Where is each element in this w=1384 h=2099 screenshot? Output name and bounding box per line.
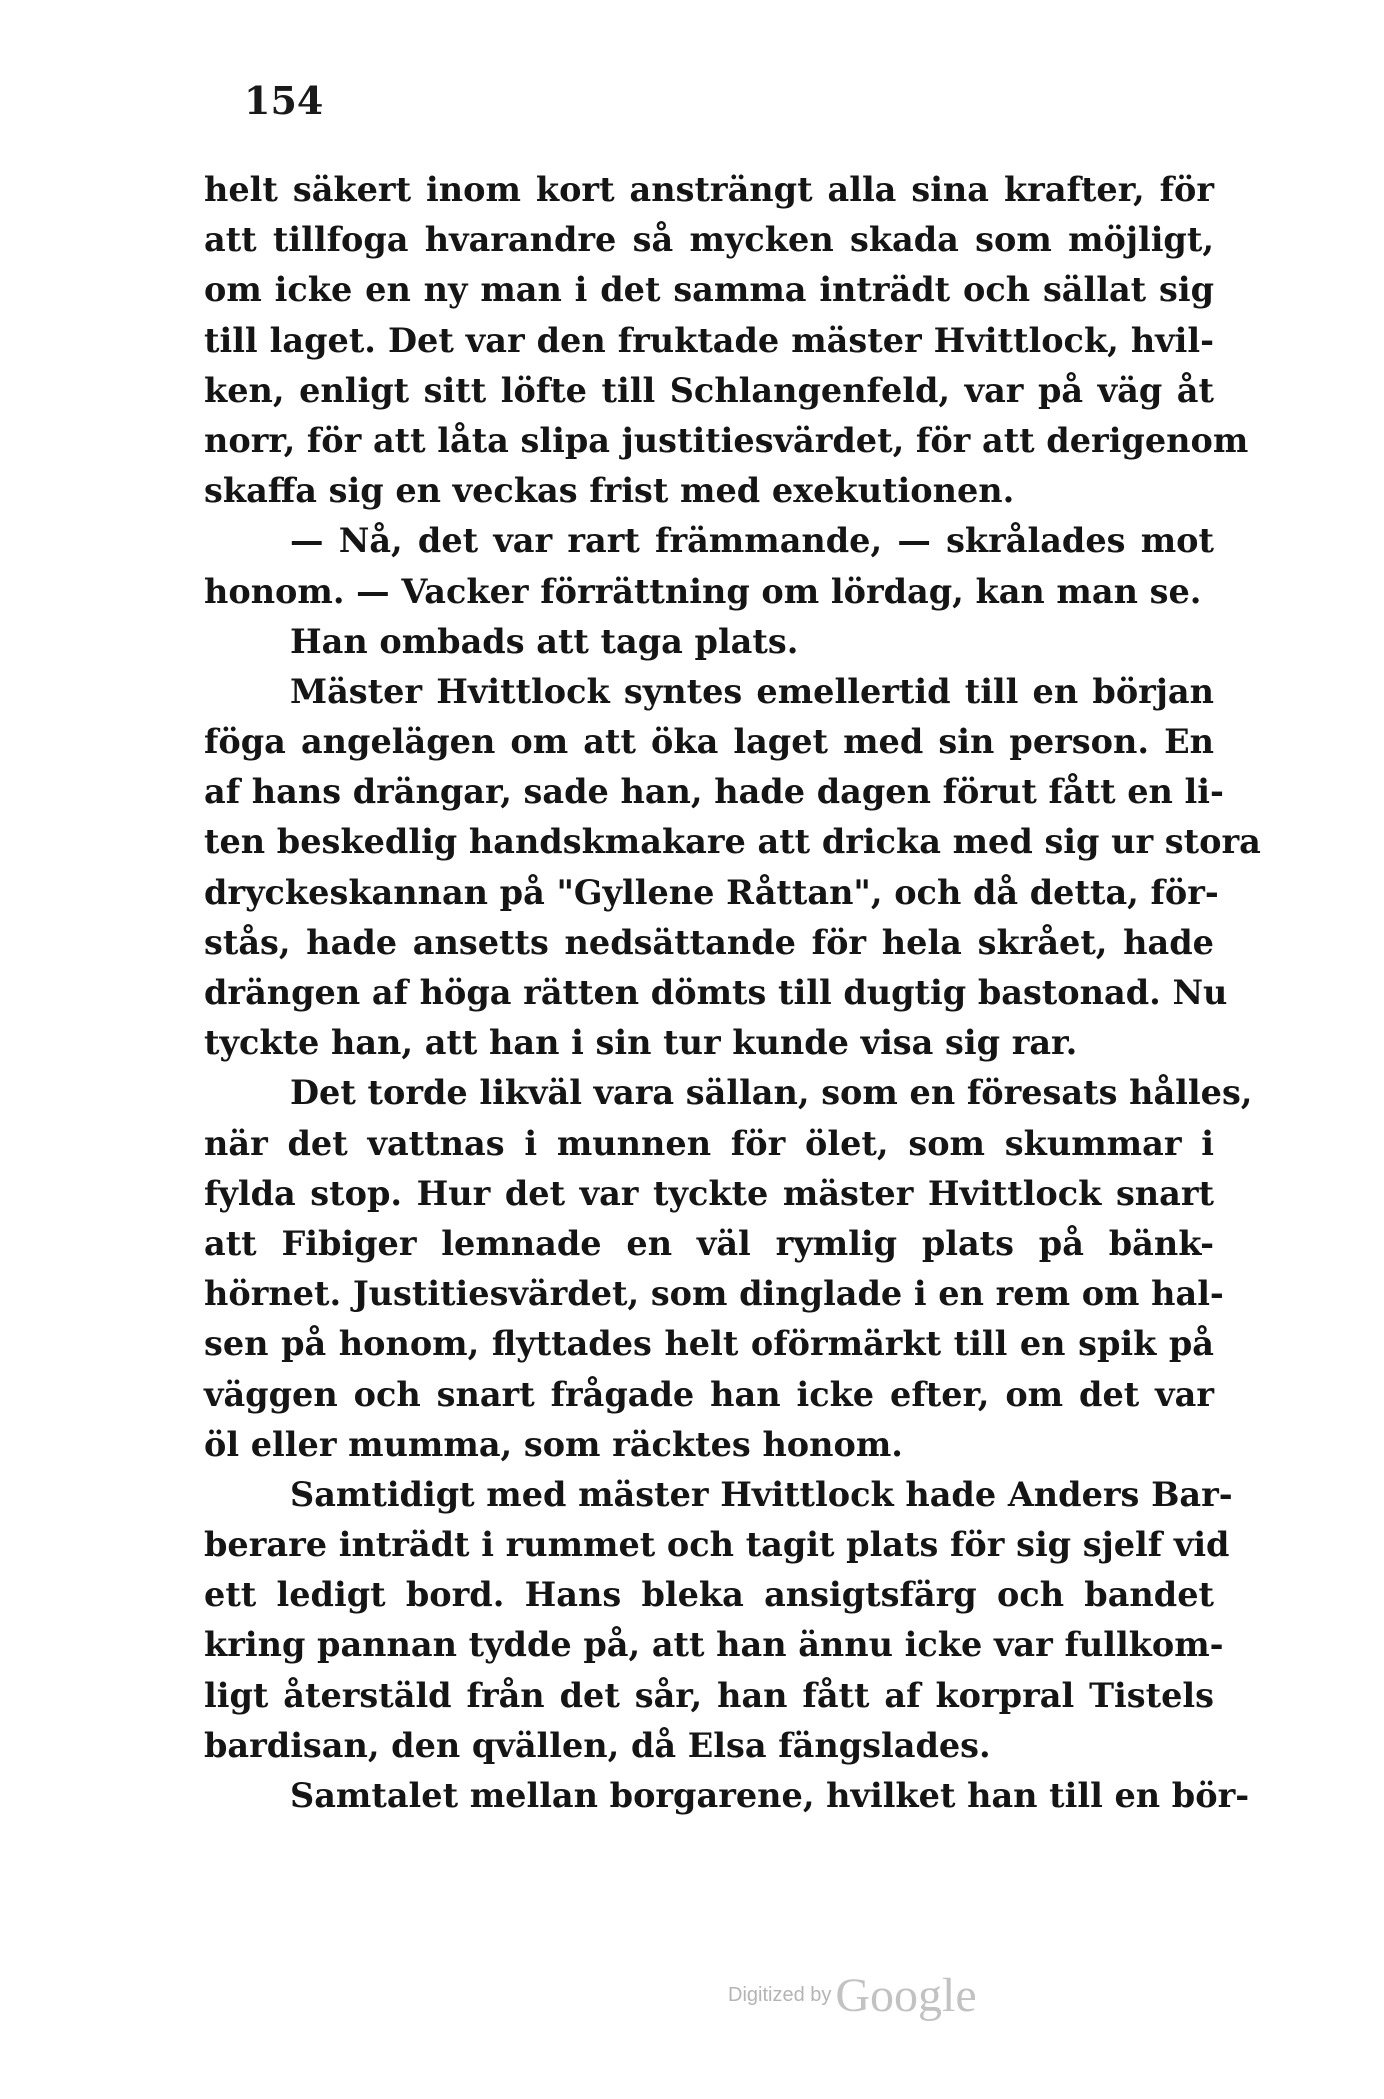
digitized-by-watermark <box>728 1968 977 2023</box>
text-line: honom. — Vacker förrättning om lördag, kan man se. <box>204 571 1202 611</box>
text-line: Samtidigt med mäster Hvittlock hade Anders Bar- <box>290 1474 1233 1514</box>
text-line: ken, enligt sitt löfte till Schlangenfeld, var på väg åt <box>204 370 1214 410</box>
text-line: när det vattnas i munnen för ölet, som skummar i <box>204 1123 1214 1163</box>
text-line: hörnet. Justitiesvärdet, som dinglade i en rem om hal- <box>204 1274 1224 1314</box>
text-line: till laget. Det var den fruktade mäster Hvittlock, hvil- <box>204 320 1214 360</box>
google-logo: Google <box>835 1969 977 2022</box>
text-line: om icke en ny man i det samma inträdt och sällat sig <box>204 270 1214 310</box>
watermark-prefix: Digitized by <box>728 1984 832 2006</box>
text-line: föga angelägen om att öka laget med sin person. En <box>204 722 1214 762</box>
text-line: ligt återstäld från det sår, han fått af korpral Tistels <box>204 1675 1214 1715</box>
text-line: sen på honom, flyttades helt oförmärkt till en spik på <box>204 1324 1214 1364</box>
text-line: — Nå, det var rart främmande, — skrålades mot <box>290 521 1214 561</box>
page-number: 154 <box>244 78 324 123</box>
text-line: väggen och snart frågade han icke efter, om det var <box>204 1374 1214 1414</box>
text-line: af hans drängar, sade han, hade dagen förut fått en li- <box>204 772 1224 812</box>
text-line: ett ledigt bord. Hans bleka ansigtsfärg och bandet <box>204 1575 1214 1615</box>
text-line: helt säkert inom kort ansträngt alla sina krafter, för <box>204 170 1214 209</box>
text-line: dryckeskannan på "Gyllene Råttan", och då detta, för- <box>204 872 1219 912</box>
text-line: berare inträdt i rummet och tagit plats för sig sjelf vid <box>204 1525 1230 1565</box>
text-line: ten beskedlig handskmakare att dricka med sig ur stora <box>204 822 1261 862</box>
text-line: Han ombads att taga plats. <box>290 621 799 661</box>
text-line: Samtalet mellan borgarene, hvilket han till en bör- <box>290 1776 1250 1815</box>
page-body-text <box>204 165 1261 1821</box>
text-line: stås, hade ansetts nedsättande för hela skrået, hade <box>204 922 1214 962</box>
text-line: att tillfoga hvarandre så mycken skada som möjligt, <box>204 220 1214 260</box>
text-line: kring pannan tydde på, att han ännu icke var fullkom- <box>204 1625 1224 1665</box>
text-line: drängen af höga rätten dömts till dugtig bastonad. Nu <box>204 973 1228 1012</box>
text-line: öl eller mumma, som räcktes honom. <box>204 1424 903 1464</box>
text-line: bardisan, den qvällen, då Elsa fängslades. <box>204 1725 991 1765</box>
text-line: att Fibiger lemnade en väl rymlig plats på bänk- <box>204 1223 1214 1263</box>
text-line: tyckte han, att han i sin tur kunde visa sig rar. <box>204 1023 1078 1063</box>
text-line: skaffa sig en veckas frist med exekutionen. <box>204 471 1015 511</box>
text-line: fylda stop. Hur det var tyckte mäster Hvittlock snart <box>204 1173 1214 1213</box>
text-line: Mäster Hvittlock syntes emellertid till en början <box>290 671 1214 711</box>
text-line: norr, för att låta slipa justitiesvärdet, för att derigenom <box>204 420 1249 460</box>
text-line: Det torde likväl vara sällan, som en föresats hålles, <box>290 1073 1253 1113</box>
